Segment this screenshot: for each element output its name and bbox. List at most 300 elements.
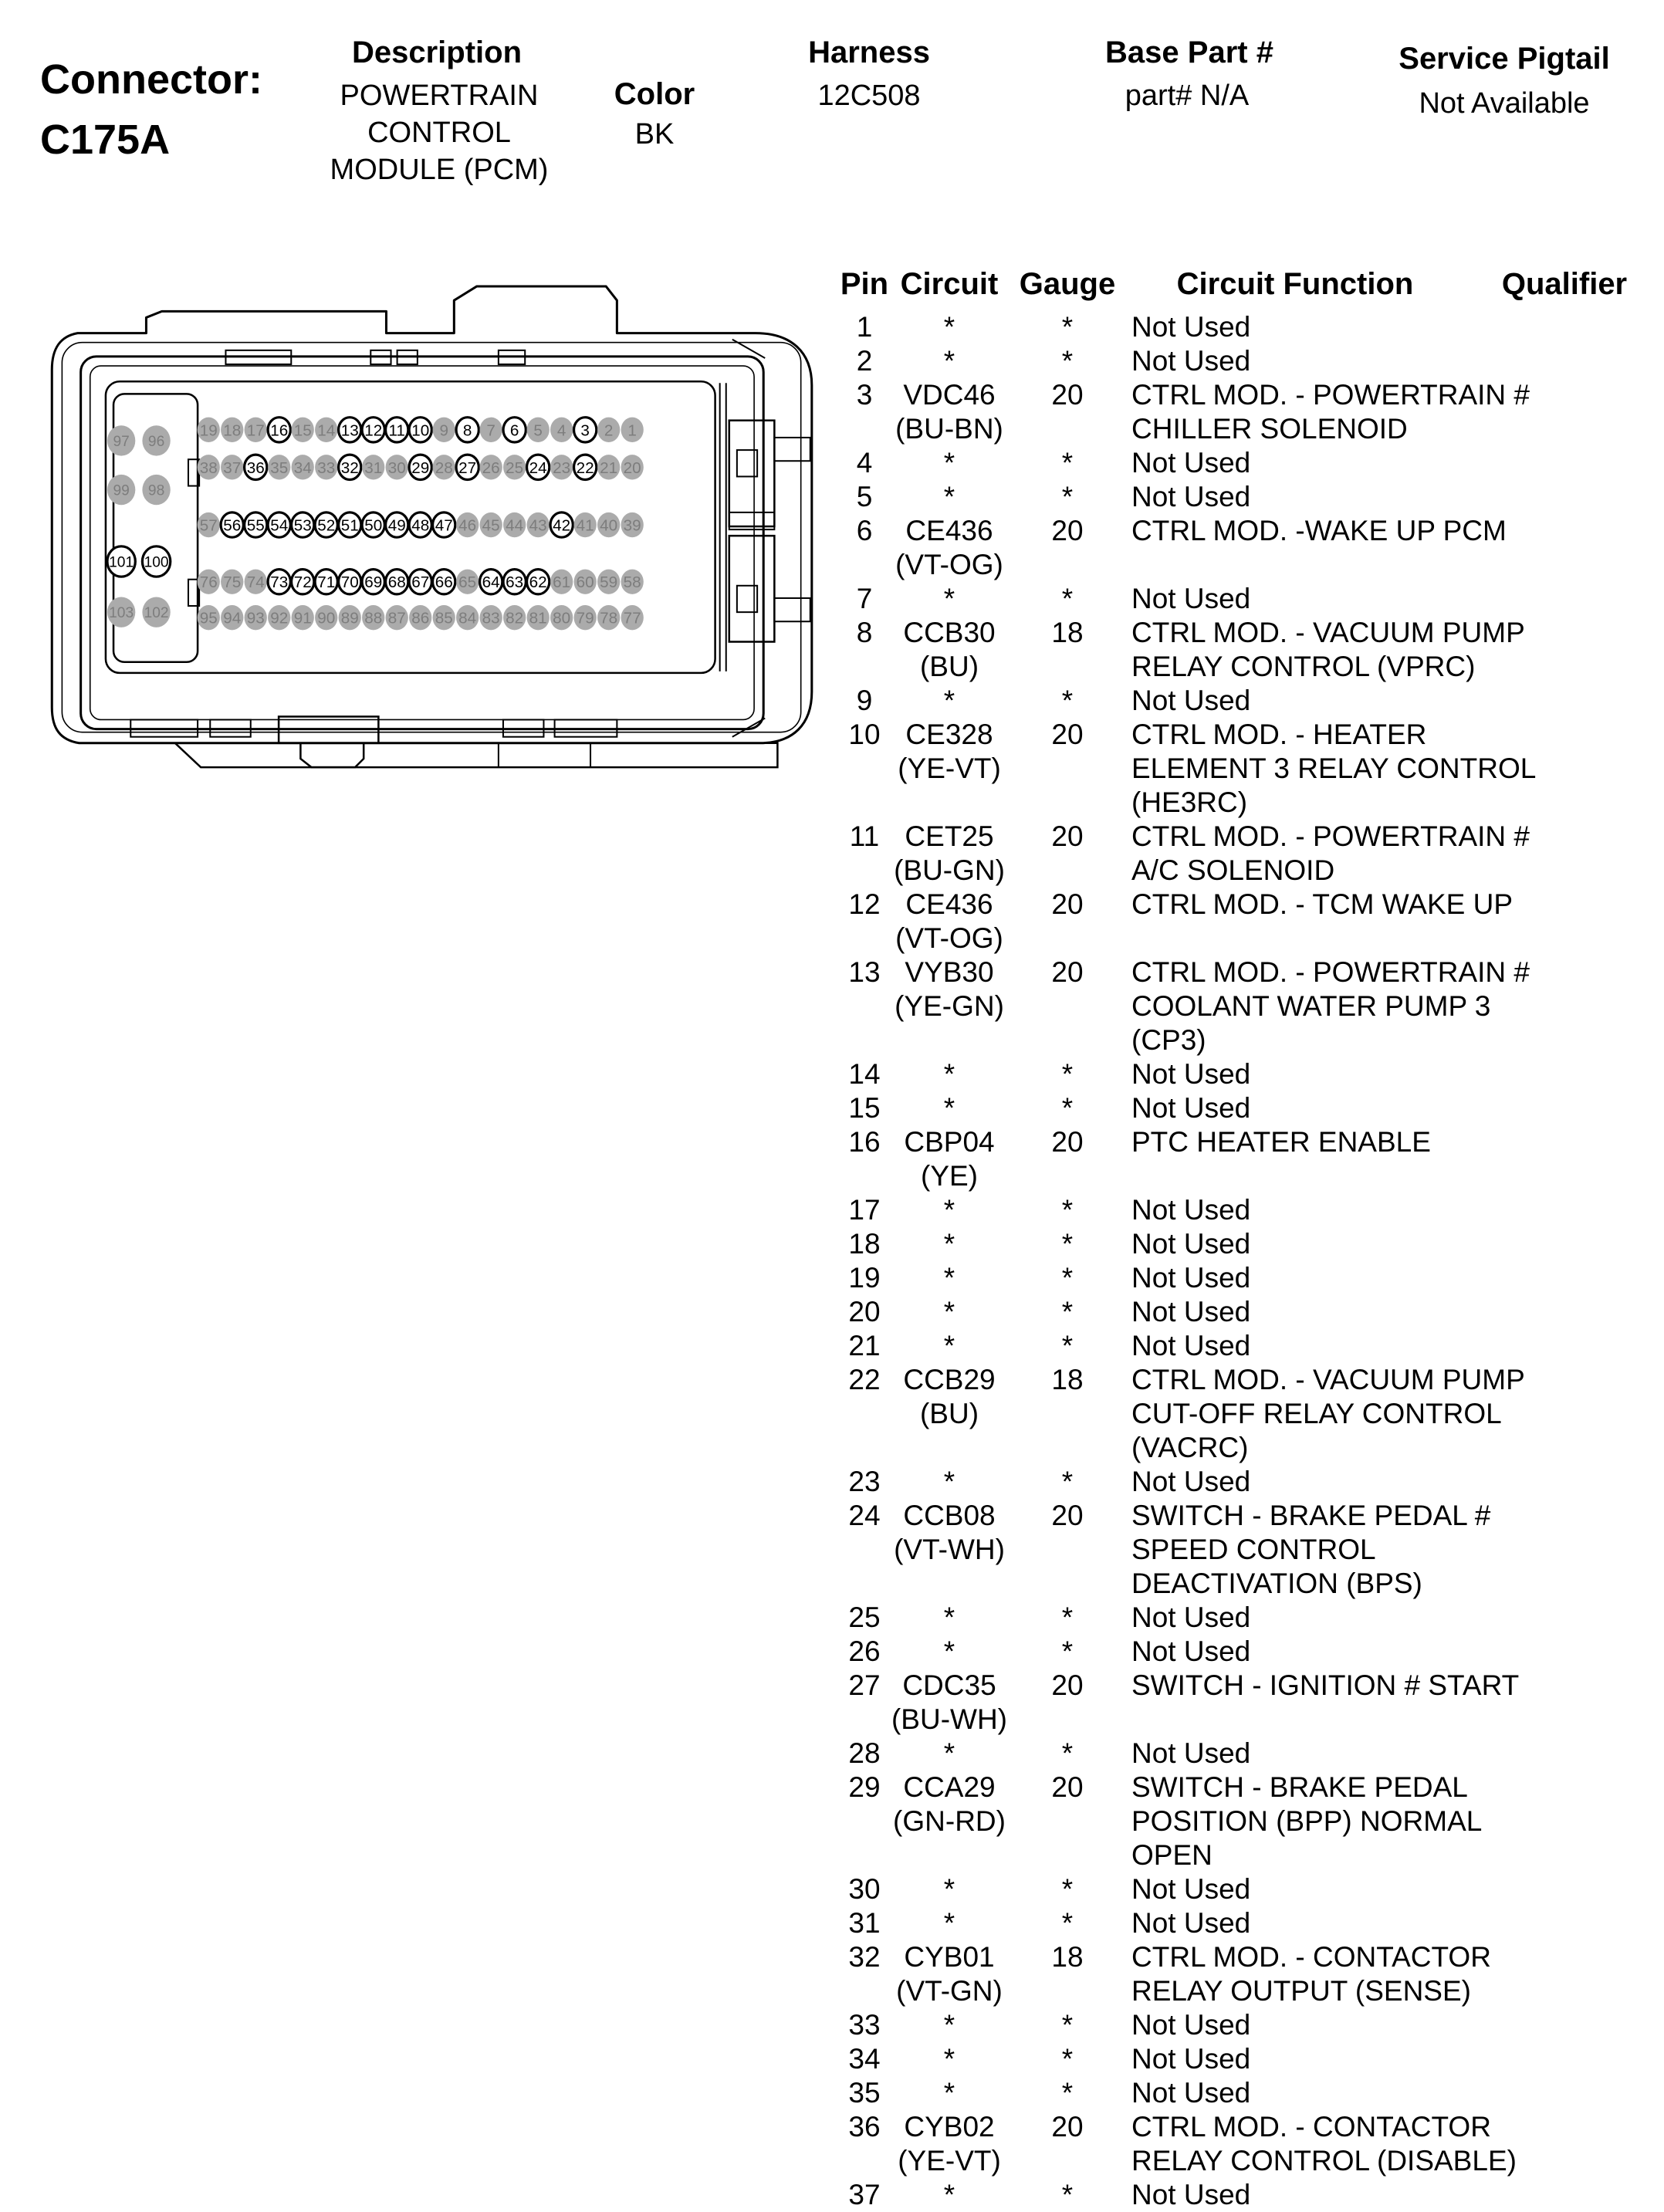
pin-number-label: 14 xyxy=(317,421,336,440)
bottom-rail xyxy=(175,743,778,767)
circuit-function-cell-line: CUT-OFF RELAY CONTROL xyxy=(1131,1398,1502,1429)
qualifier-cell xyxy=(1465,1465,1664,1499)
harness-value: 12C508 xyxy=(817,79,921,112)
pin-number-cell xyxy=(840,1057,889,1091)
housing-outline xyxy=(52,286,812,743)
circuit-function-cell xyxy=(1125,616,1525,684)
circuit-cell xyxy=(889,1669,1010,1737)
circuit-function-cell-line: POSITION (BPP) NORMAL xyxy=(1131,1805,1483,1837)
table-row xyxy=(840,1261,1664,1295)
qualifier-cell xyxy=(1465,2042,1664,2076)
circuit-cell-line: * xyxy=(943,1058,955,1090)
circuit-cell-line: (YE) xyxy=(921,1160,978,1192)
pin-number-cell xyxy=(840,480,889,514)
gauge-cell xyxy=(1010,2076,1125,2110)
pin-number-label: 38 xyxy=(199,458,218,477)
circuit-function-cell-line: CHILLER SOLENOID xyxy=(1131,413,1408,445)
pin-table xyxy=(840,266,1664,2212)
pin-number-cell-line: 34 xyxy=(848,2043,881,2075)
gauge-cell-line: 20 xyxy=(1051,1669,1084,1701)
circuit-function-cell xyxy=(1125,1771,1483,1872)
pin-number-label: 51 xyxy=(340,516,359,535)
pin-number-label: 90 xyxy=(317,609,336,627)
pin-number-cell-line: 1 xyxy=(856,311,873,343)
circuit-function-cell-line: Not Used xyxy=(1131,1296,1251,1328)
table-row xyxy=(840,1193,1664,1227)
pin-number-cell-line: 25 xyxy=(848,1602,881,1633)
pin-number-cell xyxy=(840,718,889,820)
circuit-function-cell-line: SWITCH - BRAKE PEDAL xyxy=(1131,1771,1468,1803)
gauge-cell xyxy=(1010,378,1125,446)
pin-number-cell-line: 31 xyxy=(848,1907,881,1939)
pin-number-label: 103 xyxy=(109,605,134,622)
pin-number-label: 3 xyxy=(580,421,590,440)
pin-number-label: 42 xyxy=(553,516,571,535)
circuit-cell-line: * xyxy=(943,2043,955,2075)
pin-number-label: 99 xyxy=(113,482,130,499)
circuit-function-cell-line: OPEN xyxy=(1131,1839,1212,1871)
pin-number-label: 43 xyxy=(529,516,547,535)
circuit-cell-line: * xyxy=(943,1262,955,1294)
gauge-cell-line: 20 xyxy=(1051,379,1084,411)
pin-number-cell xyxy=(840,684,889,718)
gauge-cell xyxy=(1010,955,1125,1057)
circuit-cell xyxy=(889,2008,1010,2042)
table-row xyxy=(840,1601,1664,1635)
circuit-function-cell xyxy=(1125,1669,1520,1737)
gauge-cell-line: * xyxy=(1061,2077,1074,2109)
pin-number-label: 63 xyxy=(506,573,524,592)
gauge-cell-line: * xyxy=(1061,1296,1074,1328)
pin-number-label: 9 xyxy=(439,421,448,440)
pin-number-label: 20 xyxy=(623,458,641,477)
gauge-cell xyxy=(1010,718,1125,820)
qualifier-column-header: Qualifier xyxy=(1501,267,1628,301)
pin-number-label: 24 xyxy=(529,458,547,477)
circuit-cell xyxy=(889,1193,1010,1227)
color-header: Color xyxy=(614,77,695,111)
table-row xyxy=(840,718,1664,820)
pin-number-cell-line: 14 xyxy=(848,1058,881,1090)
circuit-function-cell xyxy=(1125,1601,1465,1635)
pin-number-label: 87 xyxy=(387,609,406,627)
pin-number-cell-line: 7 xyxy=(856,583,873,614)
pin-number-label: 67 xyxy=(411,573,430,592)
gauge-cell xyxy=(1010,480,1125,514)
table-row xyxy=(840,2076,1664,2110)
circuit-function-cell-line: SPEED CONTROL xyxy=(1131,1534,1376,1565)
pin-number-cell-line: 33 xyxy=(848,2009,881,2041)
circuit-function-cell-line: COOLANT WATER PUMP 3 xyxy=(1131,990,1491,1022)
circuit-function-cell-line: CTRL MOD. - POWERTRAIN # xyxy=(1131,956,1530,988)
pin-number-label: 47 xyxy=(435,516,453,535)
circuit-cell-line: CCB30 xyxy=(903,617,996,648)
circuit-function-cell xyxy=(1125,955,1530,1057)
gauge-cell-line: * xyxy=(1061,1228,1074,1260)
pin-number-label: 80 xyxy=(553,609,571,627)
circuit-function-cell xyxy=(1125,1940,1491,2008)
circuit-cell xyxy=(889,1227,1010,1261)
circuit-cell-line: * xyxy=(943,2179,955,2210)
table-row xyxy=(840,684,1664,718)
circuit-function-cell xyxy=(1125,582,1465,616)
gauge-cell-line: * xyxy=(1061,1194,1074,1226)
circuit-function-cell-line: Not Used xyxy=(1131,2077,1251,2109)
pin-number-cell-line: 6 xyxy=(856,515,873,546)
gauge-cell xyxy=(1010,1363,1125,1465)
gauge-cell-line: * xyxy=(1061,583,1074,614)
gauge-cell-line: * xyxy=(1061,1262,1074,1294)
pin-number-label: 86 xyxy=(411,609,430,627)
pin-number-label: 39 xyxy=(623,516,641,535)
gauge-cell xyxy=(1010,446,1125,480)
pin-number-label: 31 xyxy=(364,458,383,477)
pin-number-cell-line: 22 xyxy=(848,1364,881,1395)
circuit-cell-line: VYB30 xyxy=(905,956,994,988)
circuit-cell-line: * xyxy=(943,685,955,716)
circuit-function-cell xyxy=(1125,684,1465,718)
circuit-function-cell xyxy=(1125,1057,1465,1091)
circuit-cell-line: (VT-OG) xyxy=(895,549,1003,580)
gauge-cell-line: 20 xyxy=(1051,820,1084,852)
pin-number-cell-line: 32 xyxy=(848,1941,881,1973)
bottom-tab-notch xyxy=(300,743,364,767)
qualifier-cell xyxy=(1465,2178,1664,2212)
circuit-function-cell-line: CTRL MOD. - CONTACTOR xyxy=(1131,2111,1491,2143)
gauge-cell xyxy=(1010,1329,1125,1363)
pin-number-cell-line: 35 xyxy=(848,2077,881,2109)
pin-number-label: 102 xyxy=(144,605,169,622)
pin-number-cell-line: 3 xyxy=(856,379,873,411)
circuit-cell xyxy=(889,1771,1010,1872)
circuit-cell xyxy=(889,1499,1010,1601)
qualifier-cell xyxy=(1465,1091,1664,1125)
pin-number-label: 1 xyxy=(627,421,637,440)
pin-number-label: 37 xyxy=(223,458,242,477)
pin-number-cell-line: 12 xyxy=(848,888,881,920)
pin-number-label: 79 xyxy=(576,609,594,627)
gauge-cell xyxy=(1010,344,1125,378)
circuit-function-cell-line: A/C SOLENOID xyxy=(1131,854,1335,886)
qualifier-cell xyxy=(1465,582,1664,616)
pin-number-cell-line: 15 xyxy=(848,1092,881,1124)
gauge-cell-line: 18 xyxy=(1051,1941,1084,1973)
circuit-cell xyxy=(889,1363,1010,1465)
pin-number-label: 48 xyxy=(411,516,430,535)
table-row xyxy=(840,310,1664,344)
gauge-cell-line: * xyxy=(1061,2179,1074,2210)
circuit-cell-line: * xyxy=(943,481,955,512)
pin-number-label: 84 xyxy=(458,609,477,627)
corner-bevel xyxy=(732,718,765,736)
gauge-cell-line: 20 xyxy=(1051,956,1084,988)
pin-number-cell xyxy=(840,1940,889,2008)
pin-number-label: 56 xyxy=(223,516,242,535)
circuit-function-cell xyxy=(1125,1091,1465,1125)
circuit-cell xyxy=(889,955,1010,1057)
circuit-function-cell xyxy=(1125,1227,1465,1261)
table-row xyxy=(840,1227,1664,1261)
pin-number-cell xyxy=(840,582,889,616)
pin-number-label: 32 xyxy=(340,458,359,477)
circuit-cell-line: CE328 xyxy=(905,719,993,750)
circuit-function-cell-line: Not Used xyxy=(1131,1907,1251,1939)
pin-number-cell xyxy=(840,446,889,480)
pin-number-label: 100 xyxy=(144,554,169,571)
pin-number-label: 17 xyxy=(246,421,265,440)
gauge-cell-line: * xyxy=(1061,1330,1074,1361)
table-row xyxy=(840,1635,1664,1669)
pin-number-label: 77 xyxy=(623,609,641,627)
circuit-function-cell xyxy=(1125,1499,1491,1601)
pin-number-cell xyxy=(840,1227,889,1261)
pin-number-label: 40 xyxy=(600,516,618,535)
pin-number-cell-line: 36 xyxy=(848,2111,881,2143)
qualifier-cell xyxy=(1465,955,1664,1057)
gauge-cell-line: 20 xyxy=(1051,515,1084,546)
circuit-cell-line: * xyxy=(943,1635,955,1667)
circuit-cell-line: CE436 xyxy=(905,888,993,920)
circuit-function-cell xyxy=(1125,2076,1465,2110)
circuit-function-cell-line: Not Used xyxy=(1131,2179,1251,2210)
circuit-function-cell xyxy=(1125,1329,1465,1363)
pin-number-cell-line: 24 xyxy=(848,1500,881,1531)
pin-number-label: 95 xyxy=(199,609,218,627)
circuit-function-cell-line: (VACRC) xyxy=(1131,1432,1249,1463)
table-row xyxy=(840,888,1664,955)
circuit-function-cell-line: CTRL MOD. - HEATER xyxy=(1131,719,1427,750)
circuit-function-cell-line: CTRL MOD. - TCM WAKE UP xyxy=(1131,888,1513,920)
gauge-cell-line: * xyxy=(1061,2009,1074,2041)
gauge-cell xyxy=(1010,1601,1125,1635)
pin-column-header: Pin xyxy=(840,267,889,301)
base-part-header: Base Part # xyxy=(1105,36,1273,69)
table-row xyxy=(840,1906,1664,1940)
circuit-cell xyxy=(889,514,1010,582)
harness-header: Harness xyxy=(808,36,930,69)
table-row xyxy=(840,1465,1664,1499)
qualifier-cell xyxy=(1465,1227,1664,1261)
circuit-cell xyxy=(889,1091,1010,1125)
gauge-cell-line: * xyxy=(1061,1058,1074,1090)
pin-number-label: 28 xyxy=(435,458,453,477)
table-row xyxy=(840,480,1664,514)
pin-number-cell-line: 11 xyxy=(849,820,880,852)
circuit-cell xyxy=(889,1872,1010,1906)
pin-table-rows xyxy=(840,310,1664,2212)
gauge-cell xyxy=(1010,2110,1125,2178)
pin-number-label: 59 xyxy=(600,573,618,592)
gauge-cell xyxy=(1010,1091,1125,1125)
circuit-function-cell-line: Not Used xyxy=(1131,1602,1251,1633)
gauge-cell xyxy=(1010,1499,1125,1601)
pin-number-label: 78 xyxy=(600,609,618,627)
circuit-cell xyxy=(889,2076,1010,2110)
pin-number-label: 98 xyxy=(147,482,165,499)
pin-number-label: 70 xyxy=(340,573,359,592)
gauge-cell-line: * xyxy=(1061,2043,1074,2075)
pin-number-label: 94 xyxy=(223,609,242,627)
pin-number-cell-line: 5 xyxy=(856,481,873,512)
table-row xyxy=(840,1669,1664,1737)
circuit-cell xyxy=(889,1057,1010,1091)
pin-table-header xyxy=(840,266,1664,303)
circuit-cell xyxy=(889,1125,1010,1193)
circuit-function-cell xyxy=(1125,1872,1465,1906)
gauge-cell xyxy=(1010,2008,1125,2042)
gauge-cell xyxy=(1010,1771,1125,1872)
pin-number-label: 7 xyxy=(486,421,495,440)
circuit-function-cell-line: (HE3RC) xyxy=(1131,786,1248,818)
pin-number-label: 26 xyxy=(482,458,500,477)
pin-number-cell-line: 13 xyxy=(848,956,881,988)
circuit-function-cell-line: (CP3) xyxy=(1131,1024,1206,1056)
pin-number-cell xyxy=(840,1872,889,1906)
circuit-function-cell xyxy=(1125,2178,1465,2212)
pin-number-label: 82 xyxy=(506,609,524,627)
circuit-cell-line: * xyxy=(943,1194,955,1226)
gauge-cell xyxy=(1010,684,1125,718)
gauge-cell xyxy=(1010,1193,1125,1227)
qualifier-cell xyxy=(1465,1635,1664,1669)
circuit-cell xyxy=(889,684,1010,718)
qualifier-cell xyxy=(1465,2008,1664,2042)
qualifier-cell xyxy=(1465,1295,1664,1329)
connector-diagram xyxy=(31,264,826,780)
latch-block xyxy=(729,536,775,641)
gauge-column-header: Gauge xyxy=(1019,267,1116,301)
pin-number-cell xyxy=(840,1295,889,1329)
gauge-cell xyxy=(1010,616,1125,684)
pin-number-label: 52 xyxy=(317,516,336,535)
gauge-cell-line: * xyxy=(1061,1602,1074,1633)
qualifier-cell xyxy=(1465,2076,1664,2110)
circuit-cell-line: * xyxy=(943,1602,955,1633)
pin-number-label: 5 xyxy=(533,421,543,440)
pin-number-label: 60 xyxy=(576,573,594,592)
circuit-function-cell xyxy=(1125,310,1465,344)
circuit-cell-line: (YE-GN) xyxy=(895,990,1004,1022)
gauge-cell xyxy=(1010,888,1125,955)
circuit-function-cell xyxy=(1125,1906,1465,1940)
qualifier-cell xyxy=(1465,1193,1664,1227)
circuit-cell-line: * xyxy=(943,447,955,479)
pin-number-cell xyxy=(840,2110,889,2178)
pin-number-label: 75 xyxy=(223,573,242,592)
pin-number-cell xyxy=(840,1635,889,1669)
circuit-function-cell-line: CTRL MOD. - POWERTRAIN # xyxy=(1131,379,1530,411)
pin-number-label: 49 xyxy=(387,516,406,535)
pin-number-cell-line: 23 xyxy=(848,1466,881,1497)
qualifier-cell xyxy=(1465,480,1664,514)
circuit-cell xyxy=(889,1295,1010,1329)
pin-number-label: 66 xyxy=(435,573,453,592)
pin-number-cell-line: 9 xyxy=(856,685,873,716)
pin-number-cell xyxy=(840,1465,889,1499)
circuit-cell xyxy=(889,480,1010,514)
gauge-cell-line: * xyxy=(1061,447,1074,479)
gauge-cell-line: * xyxy=(1061,1873,1074,1905)
circuit-function-cell-line: PTC HEATER ENABLE xyxy=(1131,1126,1431,1158)
service-pigtail-header: Service Pigtail xyxy=(1399,42,1610,76)
circuit-function-cell xyxy=(1125,1295,1465,1329)
table-row xyxy=(840,1940,1664,2008)
circuit-cell-line: (BU-GN) xyxy=(894,854,1005,886)
pin-number-cell xyxy=(840,1193,889,1227)
table-row xyxy=(840,514,1664,582)
circuit-cell-line: (YE-VT) xyxy=(898,753,1001,784)
pin-number-label: 53 xyxy=(293,516,312,535)
circuit-function-cell-line: Not Used xyxy=(1131,1194,1251,1226)
pin-number-label: 16 xyxy=(270,421,289,440)
circuit-cell-line: VDC46 xyxy=(903,379,996,411)
table-row xyxy=(840,344,1664,378)
table-row xyxy=(840,1057,1664,1091)
circuit-cell xyxy=(889,1465,1010,1499)
circuit-cell-line: (YE-VT) xyxy=(898,2145,1001,2176)
gauge-cell-line: 20 xyxy=(1051,2111,1084,2143)
pin-number-cell xyxy=(840,2042,889,2076)
circuit-cell xyxy=(889,888,1010,955)
pin-number-label: 54 xyxy=(270,516,289,535)
circuit-function-cell xyxy=(1125,446,1465,480)
table-row xyxy=(840,1737,1664,1771)
pin-number-label: 27 xyxy=(458,458,477,477)
pin-number-label: 6 xyxy=(509,421,519,440)
circuit-cell xyxy=(889,344,1010,378)
pin-number-label: 29 xyxy=(411,458,430,477)
circuit-function-cell-line: Not Used xyxy=(1131,2043,1251,2075)
qualifier-cell xyxy=(1465,684,1664,718)
pin-number-label: 35 xyxy=(270,458,289,477)
pin-number-label: 21 xyxy=(600,458,618,477)
gauge-cell xyxy=(1010,1940,1125,2008)
pin-number-label: 44 xyxy=(506,516,524,535)
circuit-cell-line: (VT-OG) xyxy=(895,922,1003,954)
circuit-function-cell-line: Not Used xyxy=(1131,1262,1251,1294)
circuit-function-cell-line: RELAY OUTPUT (SENSE) xyxy=(1131,1975,1471,2007)
pin-number-label: 93 xyxy=(246,609,265,627)
description-value xyxy=(330,77,549,188)
circuit-function-cell xyxy=(1125,2042,1465,2076)
table-row xyxy=(840,2008,1664,2042)
gauge-cell-line: * xyxy=(1061,345,1074,377)
pin-number-label: 45 xyxy=(482,516,500,535)
pin-number-label: 33 xyxy=(317,458,336,477)
circuit-function-cell-line: Not Used xyxy=(1131,1092,1251,1124)
color-value: BK xyxy=(634,118,675,151)
pin-number-label: 58 xyxy=(623,573,641,592)
pin-number-label: 61 xyxy=(553,573,571,592)
circuit-cell-line: (GN-RD) xyxy=(893,1805,1006,1837)
gauge-cell xyxy=(1010,1669,1125,1737)
circuit-cell-line: CCB29 xyxy=(903,1364,996,1395)
pin-number-label: 83 xyxy=(482,609,500,627)
pin-number-cell xyxy=(840,1906,889,1940)
pin-number-cell xyxy=(840,1329,889,1363)
circuit-cell xyxy=(889,1329,1010,1363)
qualifier-cell xyxy=(1465,1669,1664,1737)
circuit-cell-line: (BU) xyxy=(919,1398,979,1429)
qualifier-cell xyxy=(1465,1057,1664,1091)
pin-number-cell-line: 30 xyxy=(848,1873,881,1905)
pin-number-cell xyxy=(840,344,889,378)
gauge-cell xyxy=(1010,1906,1125,1940)
circuit-cell-line: * xyxy=(943,583,955,614)
gauge-cell xyxy=(1010,1125,1125,1193)
circuit-cell-line: CYB02 xyxy=(904,2111,995,2143)
gauge-cell-line: 18 xyxy=(1051,617,1084,648)
